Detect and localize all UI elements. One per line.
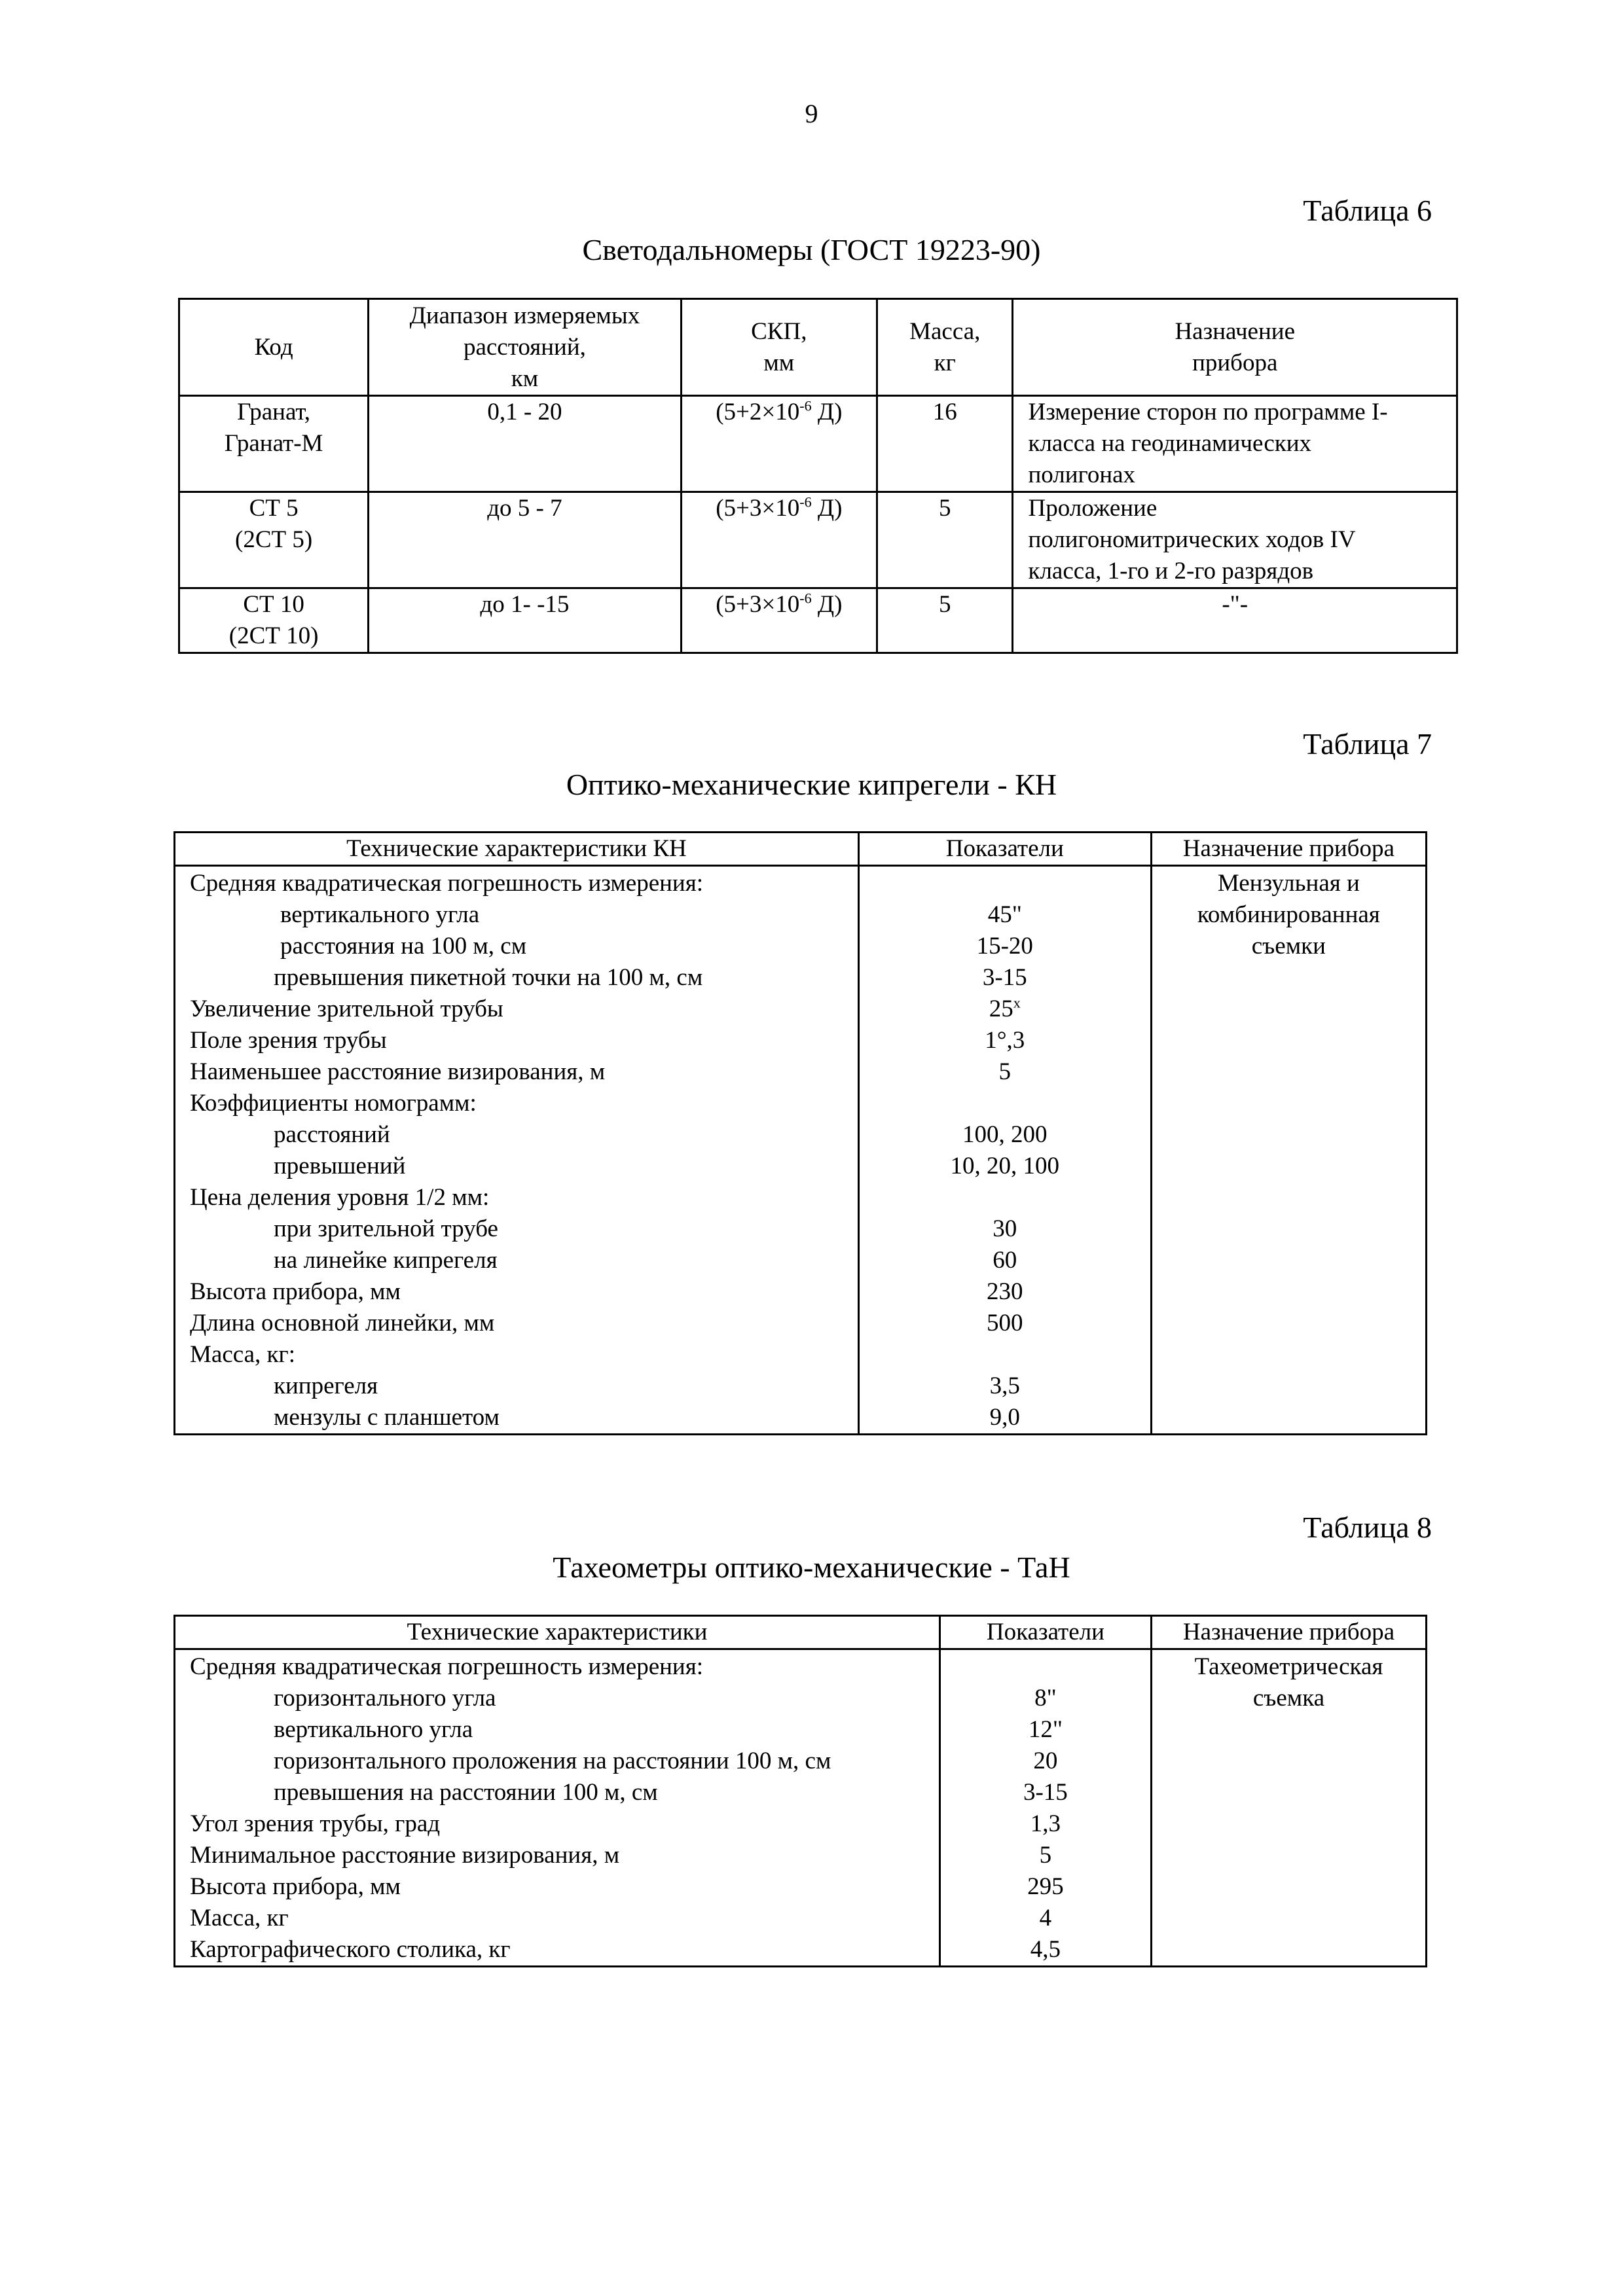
spec-label: Угол зрения трубы, град	[190, 1810, 441, 1837]
purpose-line: Тахеометрическая	[1194, 1653, 1383, 1680]
table6-header-row	[179, 299, 1457, 396]
spec-value	[860, 868, 1150, 899]
spec-value: 4,5	[1030, 1936, 1061, 1963]
cell-purpose: класса, 1-го и 2-го разрядов	[1028, 558, 1314, 584]
table8-title: Тахеометры оптико-механические - ТаН	[553, 1551, 1070, 1584]
table8-header-row	[175, 1616, 1427, 1649]
spec-value: 10, 20, 100	[950, 1153, 1060, 1179]
table6-header-skp: СКП, мм	[681, 299, 877, 396]
spec-label: Высота прибора, мм	[190, 1873, 401, 1900]
cell-code: Гранат-М	[224, 430, 323, 457]
table8-values	[939, 1649, 1151, 1967]
spec-label: превышений	[274, 1153, 406, 1179]
cell-code: СТ 5	[249, 495, 299, 522]
table8-body-row	[175, 1649, 1427, 1967]
cell-code: (2СТ 10)	[228, 622, 319, 649]
spec-value: 3,5	[989, 1372, 1020, 1399]
spec-label: Средняя квадратическая погрешность измерения:	[190, 870, 704, 897]
spec-value	[941, 1651, 1150, 1683]
table-row	[179, 588, 1457, 653]
spec-label: мензулы с планшетом	[274, 1404, 500, 1431]
table7	[173, 831, 1427, 1435]
spec-label: Поле зрения трубы	[190, 1027, 387, 1054]
page-number: 9	[805, 99, 818, 128]
table8-characteristics	[175, 1649, 940, 1967]
spec-label: превышения пикетной точки на 100 м, см	[274, 964, 703, 991]
spec-label: Средняя квадратическая погрешность измерения:	[190, 1653, 704, 1680]
purpose-line: Мензульная и	[1217, 870, 1360, 897]
spec-value: 9,0	[989, 1404, 1020, 1431]
purpose-line: съемка	[1252, 1685, 1325, 1712]
spec-label: на линейке кипрегеля	[274, 1247, 498, 1274]
cell-purpose: Измерение сторон по программе I-	[1028, 399, 1388, 425]
cell-purpose: полигономитрических ходов IV	[1028, 526, 1356, 553]
table8-header-values: Показатели	[939, 1616, 1151, 1649]
table7-characteristics	[175, 866, 859, 1435]
cell-code: (2СТ 5)	[235, 526, 313, 553]
table-row	[179, 492, 1457, 588]
table8-purpose	[1151, 1649, 1426, 1967]
cell-range: до 1- -15	[480, 591, 570, 618]
table6	[178, 298, 1458, 654]
spec-label: при зрительной трубе	[274, 1215, 498, 1242]
table6-title: Светодальномеры (ГОСТ 19223-90)	[582, 233, 1041, 266]
table7-title: Оптико-механические кипрегели - КН	[566, 768, 1057, 801]
spec-value: 230	[987, 1278, 1023, 1305]
cell-skp: ($5+3\times 10^{-6}$ Д)	[716, 590, 843, 618]
spec-label: Масса, кг:	[190, 1341, 295, 1368]
table8-label: Таблица 8	[1303, 1511, 1432, 1544]
spec-label: расстояний	[274, 1121, 390, 1148]
cell-purpose: полигонах	[1028, 461, 1136, 488]
cell-mass: 5	[939, 495, 951, 522]
cell-purpose: класса на геодинамических	[1028, 430, 1312, 457]
spec-value: 4	[1039, 1905, 1052, 1931]
cell-code: Гранат,	[237, 399, 311, 425]
spec-label: превышения на расстоянии 100 м, см	[274, 1779, 658, 1806]
spec-label: горизонтального проложения на расстоянии 100 м, см	[274, 1748, 831, 1774]
spec-value: 100, 200	[962, 1121, 1048, 1148]
spec-value	[860, 1339, 1150, 1371]
spec-value	[860, 1088, 1150, 1119]
cell-mass: 16	[932, 399, 957, 425]
spec-value: 3-15	[982, 964, 1027, 991]
spec-value: 5	[1039, 1842, 1052, 1869]
spec-label: Минимальное расстояние визирования, м	[190, 1842, 620, 1869]
spec-value	[860, 1182, 1150, 1213]
table7-label: Таблица 7	[1303, 727, 1432, 761]
table7-body-row	[175, 866, 1427, 1435]
spec-label: Высота прибора, мм	[190, 1278, 401, 1305]
spec-label: вертикального угла	[280, 901, 480, 928]
cell-skp: ($5+3\times 10^{-6}$ Д)	[716, 493, 843, 522]
table6-header-purpose: Назначение прибора	[1013, 299, 1457, 396]
spec-value: 8"	[1034, 1685, 1057, 1712]
table-row	[179, 396, 1457, 492]
table7-header-values: Показатели	[858, 833, 1151, 866]
spec-label: расстояния на 100 м, см	[280, 933, 527, 960]
cell-range: до 5 - 7	[487, 495, 562, 522]
purpose-line: комбинированная	[1197, 901, 1380, 928]
spec-label: Картографического столика, кг	[190, 1936, 511, 1963]
spec-value: 20	[1033, 1748, 1058, 1774]
cell-purpose: Проложение	[1028, 495, 1158, 522]
spec-value: 25$^x$	[989, 994, 1021, 1022]
spec-label: Увеличение зрительной трубы	[190, 996, 503, 1022]
spec-value: 12"	[1028, 1716, 1063, 1743]
cell-skp: ($5+2\times 10^{-6}$ Д)	[716, 397, 843, 425]
spec-label: Коэффициенты номограмм:	[190, 1090, 477, 1117]
table7-purpose	[1151, 866, 1426, 1435]
table7-values	[858, 866, 1151, 1435]
table8-header-purpose: Назначение прибора	[1151, 1616, 1426, 1649]
spec-label: Наименьшее расстояние визирования, м	[190, 1058, 606, 1085]
table6-label: Таблица 6	[1303, 194, 1432, 227]
spec-value: 3-15	[1023, 1779, 1068, 1806]
purpose-line: съемки	[1251, 933, 1326, 960]
spec-label: вертикального угла	[274, 1716, 473, 1743]
table7-header-purpose: Назначение прибора	[1151, 833, 1426, 866]
spec-label: Масса, кг	[190, 1905, 289, 1931]
spec-value: 45"	[987, 901, 1022, 928]
cell-code: СТ 10	[243, 591, 304, 618]
table6-header-code: Код	[179, 299, 369, 396]
spec-value: 60	[993, 1247, 1017, 1274]
table7-header-chars: Технические характеристики КН	[175, 833, 859, 866]
table8-header-chars: Технические характеристики	[175, 1616, 940, 1649]
spec-label: Цена деления уровня 1/2 мм:	[190, 1184, 490, 1211]
spec-label: Длина основной линейки, мм	[190, 1310, 495, 1336]
cell-mass: 5	[939, 591, 951, 618]
spec-value: 15-20	[976, 933, 1033, 960]
table6-header-range: Диапазон измеряемых расстояний, км	[369, 299, 681, 396]
table6-header-mass: Масса, кг	[877, 299, 1013, 396]
cell-range: 0,1 - 20	[487, 399, 562, 425]
cell-purpose: -"-	[1222, 591, 1249, 618]
spec-value: 1°,3	[985, 1027, 1025, 1054]
spec-value: 295	[1027, 1873, 1064, 1900]
spec-label: горизонтального угла	[274, 1685, 496, 1712]
spec-label: кипрегеля	[274, 1372, 378, 1399]
spec-value: 5	[998, 1058, 1012, 1085]
spec-value: 1,3	[1030, 1810, 1061, 1837]
table8	[173, 1615, 1427, 1967]
spec-value: 500	[987, 1310, 1023, 1336]
spec-value: 30	[993, 1215, 1017, 1242]
table7-header-row	[175, 833, 1427, 866]
